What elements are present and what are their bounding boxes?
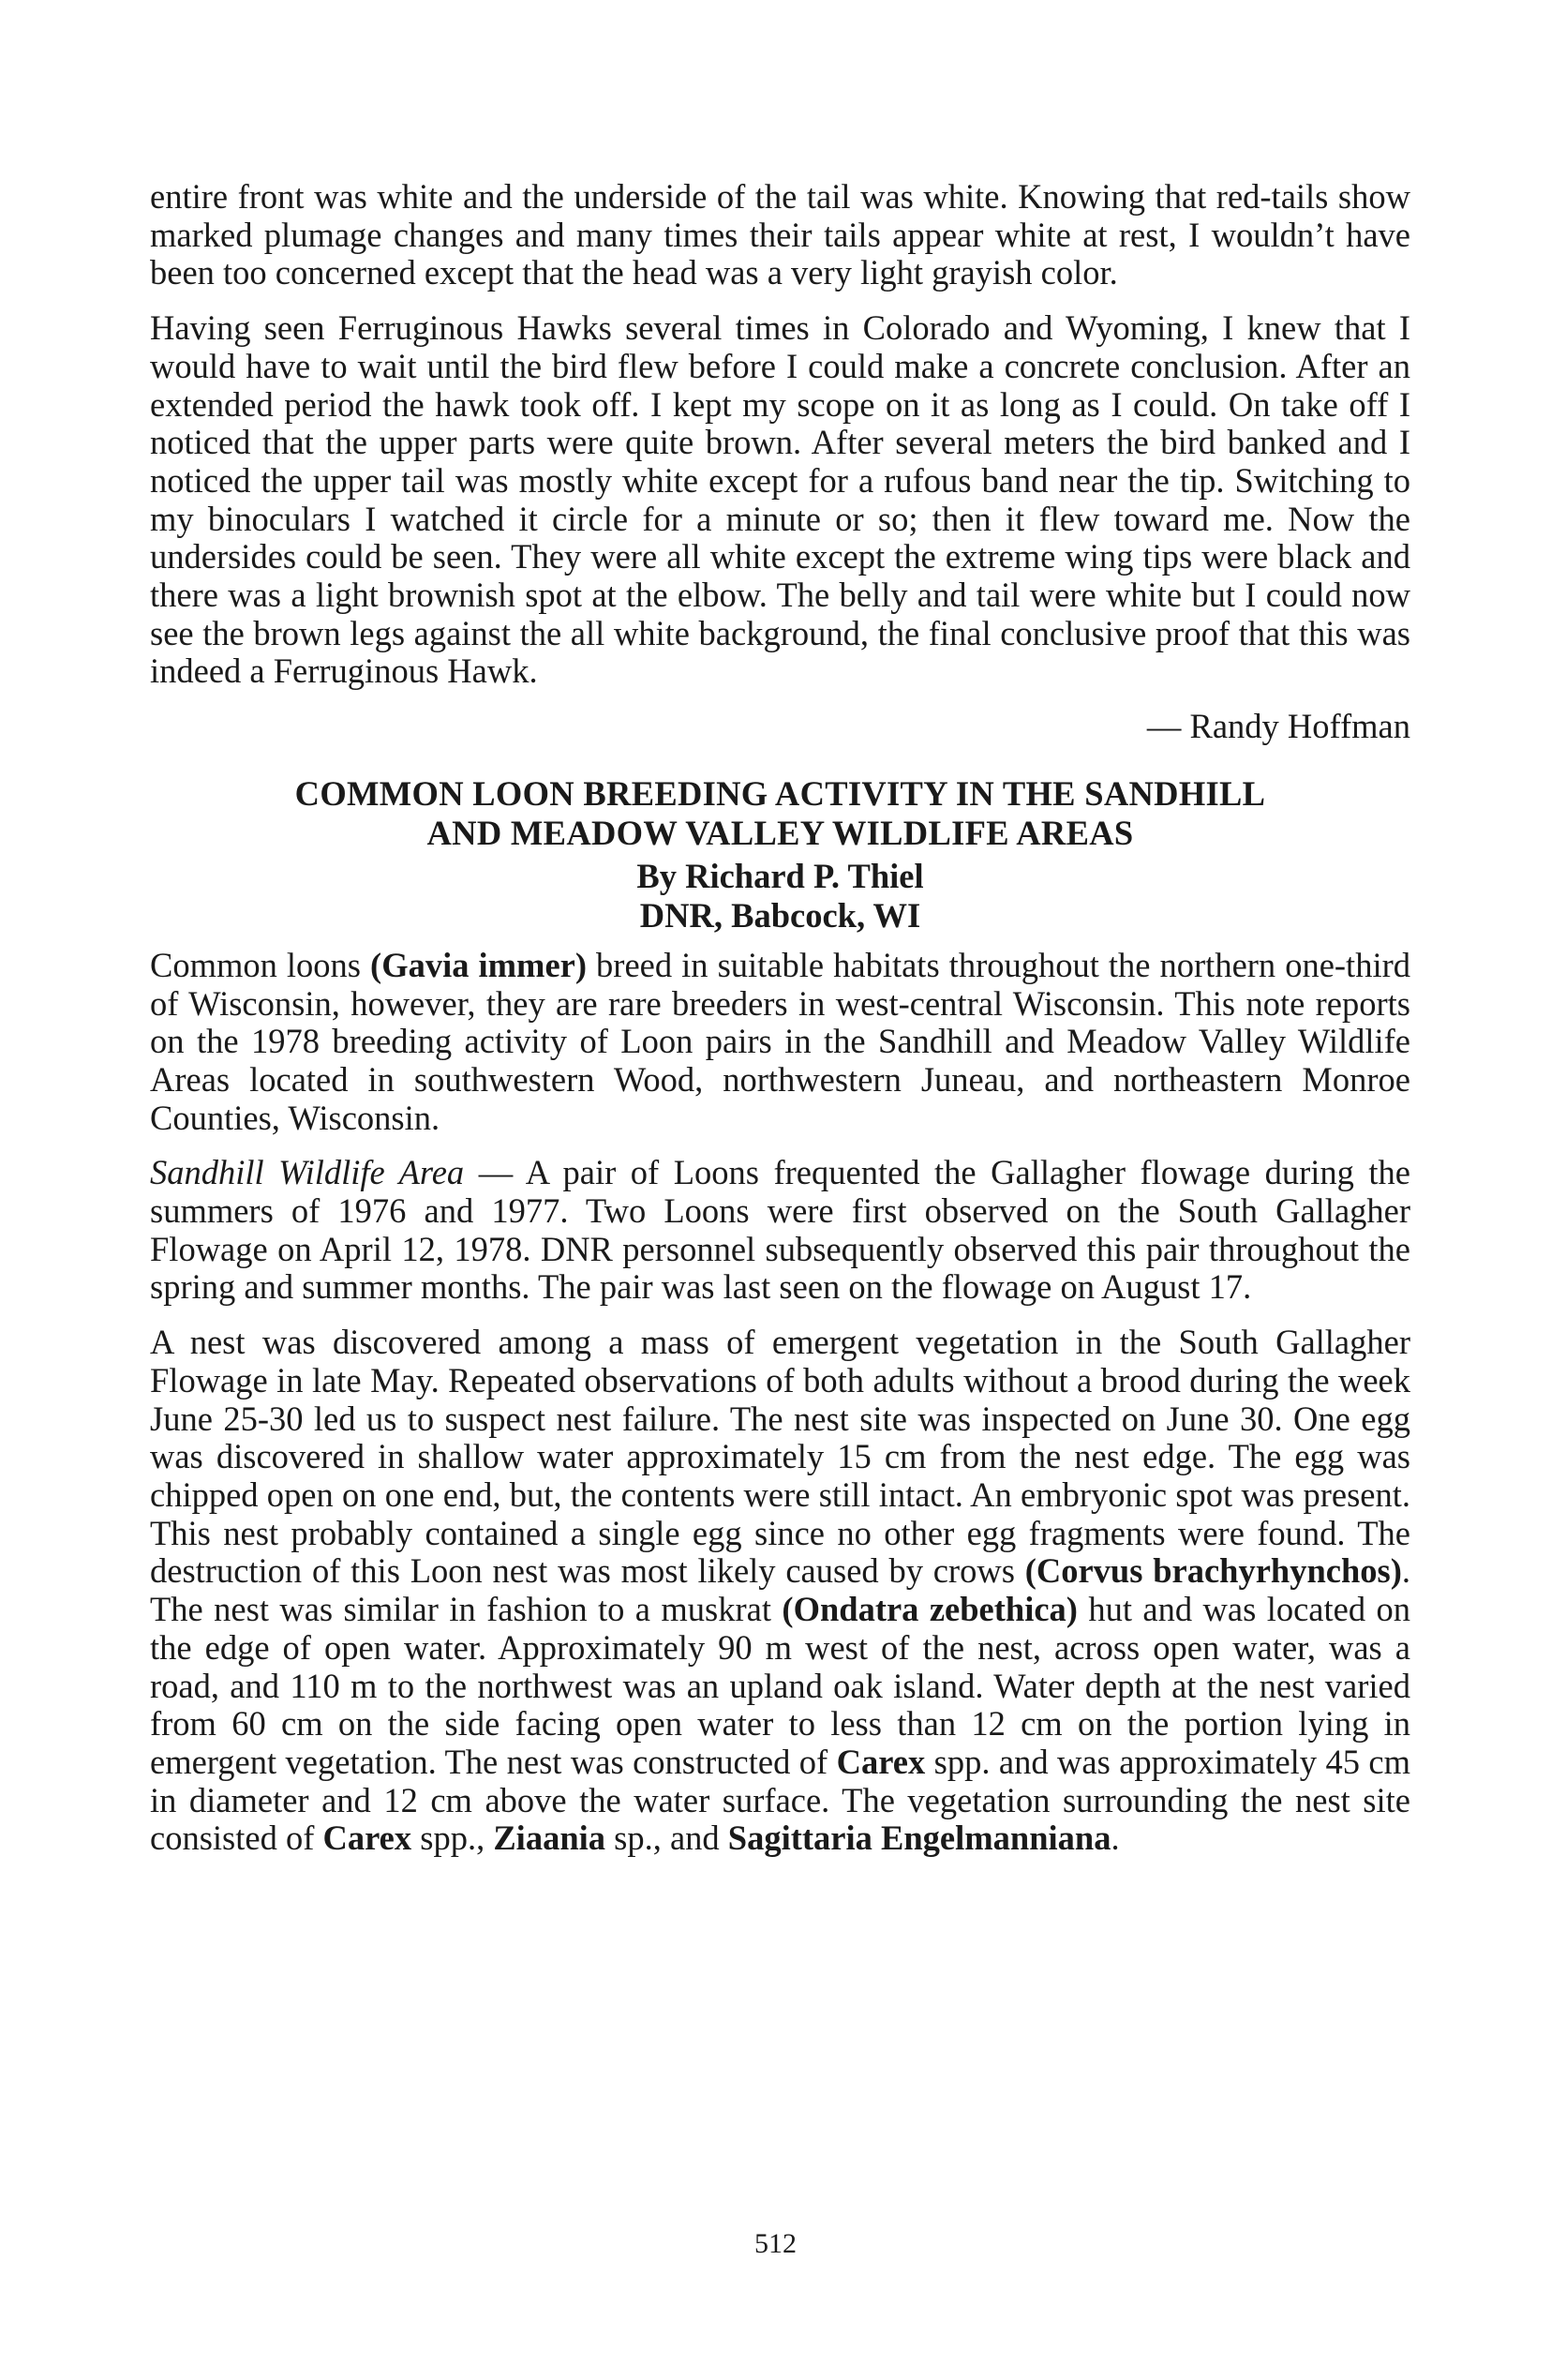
byline-affiliation: DNR, Babcock, WI bbox=[639, 895, 921, 935]
page-content bbox=[150, 178, 1410, 1875]
species-name: (Ondatra zebethica) bbox=[782, 1590, 1078, 1629]
text-run: spp. and was approximately 45 cm in diameter and 12 cm above the water surface. The vegetation surrounding the nest site consisted of bbox=[150, 1742, 1410, 1858]
hawk-paragraph-2: Having seen Ferruginous Hawks several times in Colorado and Wyoming, I knew that I would have to wait until the bird flew before I could make a concrete conclusion. After an extended period the hawk took off. I kept my scope on it as long as I could. On take off I noticed that the upper parts were quite brown. After several meters the bird banked and I noticed the upper tail was mostly white except for a rufous band near the tip. Switching to my binoculars I watched it circle for a minute or so; then it flew toward me. Now the undersides could be seen. They were all white except the extreme wing tips were black and there was a light brownish spot at the elbow. The belly and tail were white but I could now see the brown legs against the all white background, the final conclusive proof that this was indeed a Ferruginous Hawk. bbox=[150, 308, 1410, 691]
article-title-line-1: COMMON LOON BREEDING ACTIVITY IN THE SANDHILL bbox=[294, 773, 1266, 813]
species-name: Sagittaria Engelmanniana bbox=[727, 1819, 1111, 1858]
byline-author: By Richard P. Thiel bbox=[636, 856, 924, 895]
text-run: . bbox=[1111, 1819, 1120, 1858]
species-name: (Corvus brachyrhynchos) bbox=[1024, 1551, 1402, 1591]
article-title bbox=[150, 774, 1410, 853]
text-run: spp., bbox=[411, 1819, 494, 1858]
text-run: sp., and bbox=[605, 1819, 728, 1858]
page-number: 512 bbox=[754, 2228, 797, 2259]
nest-paragraph bbox=[150, 1324, 1410, 1858]
species-name: Carex bbox=[322, 1819, 412, 1858]
section-heading-sandhill: Sandhill Wildlife Area bbox=[150, 1153, 465, 1192]
sandhill-paragraph bbox=[150, 1154, 1410, 1307]
article-title-line-2: AND MEADOW VALLEY WILDLIFE AREAS bbox=[426, 813, 1134, 852]
loon-intro-paragraph bbox=[150, 947, 1410, 1138]
text-run: breed in suitable habitats throughout the northern one-third of Wisconsin, however, they are rare breeders in west-central Wisconsin. This note reports on the 1978 breeding activity of Loon pairs in the Sandhill and Meadow Valley Wildlife Areas located in southwestern Wood, northwestern Juneau, and northeastern Monroe Counties, Wisconsin. bbox=[150, 945, 1410, 1137]
text-run: A nest was discovered among a mass of emergent vegetation in the South Gallagher Flowage in late May. Repeated observations of both adults without a brood during the week June 25-30 led us to suspect nest failure. The nest site was inspected on June 30. One egg was discovered in shallow water approximately 15 cm from the nest edge. The egg was chipped open on one end, but, the contents were still intact. An embryonic spot was present. This nest probably contained a single egg since no other egg fragments were found. The destruction of this Loon nest was most likely caused by crows bbox=[150, 1323, 1410, 1591]
author-signature: — Randy Hoffman bbox=[1146, 707, 1410, 746]
hawk-paragraph-1: entire front was white and the underside of the tail was white. Knowing that red-tails show marked plumage changes and many times their tails appear white at rest, I wouldn’t have been too concerned except that the head was a very light grayish color. bbox=[150, 177, 1410, 292]
species-name: Carex bbox=[836, 1742, 926, 1781]
text-run: hut and was located on the edge of open water. Approximately 90 m west of the nest, across open water, was a road, and 110 m to the northwest was an upland oak island. Water depth at the nest varied from 60 cm on the side facing open water to less than 12 cm on the portion lying in emergent vegetation. The nest was constructed of bbox=[150, 1590, 1410, 1781]
species-name: Ziaania bbox=[493, 1819, 606, 1858]
text-run: . The nest was similar in fashion to a muskrat bbox=[150, 1551, 1410, 1629]
species-name: (Gavia immer) bbox=[370, 945, 588, 984]
text-run: — A pair of Loons frequented the Gallagher flowage during the summers of 1976 and 1977. Two Loons were first observed on the South Gallagher Flowage on April 12, 1978. DNR personnel subsequently observed this pair throughout the spring and summer months. The pair was last seen on the flowage on August 17. bbox=[150, 1153, 1411, 1307]
text-run: Common loons bbox=[150, 945, 371, 984]
byline bbox=[150, 857, 1410, 936]
